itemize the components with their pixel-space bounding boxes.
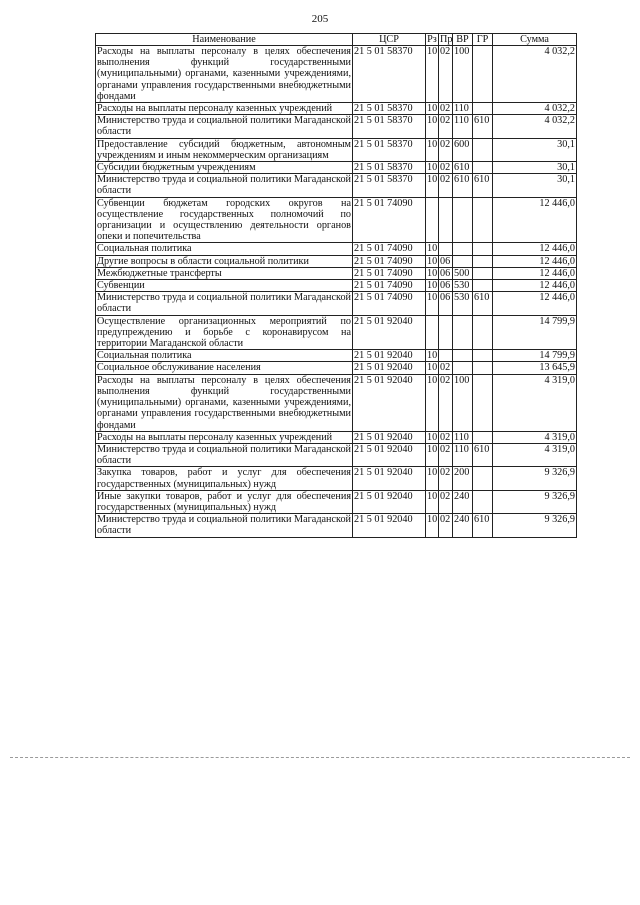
- cell-csr: 21 5 01 58370: [353, 162, 426, 174]
- cell-rz: 10: [426, 174, 439, 197]
- cell-rz: 10: [427, 280, 438, 292]
- cell-vr: 610: [453, 162, 473, 174]
- cell-sum: 12 446,0: [493, 292, 577, 315]
- cell-csr: 21 5 01 74090: [353, 267, 426, 279]
- cell-csr: 21 5 01 92040: [353, 431, 426, 443]
- cell-pr: 02: [439, 46, 453, 103]
- cell-name: Расходы на выплаты персоналу казенных учреждений: [96, 431, 353, 443]
- table-row: [96, 362, 577, 374]
- cell-pr: 02: [439, 162, 453, 174]
- cell-pr: 02: [439, 467, 453, 490]
- header-sum: Сумма: [493, 34, 577, 46]
- cell-gr: [473, 103, 493, 115]
- table-row: [96, 267, 577, 279]
- cell-name: Министерство труда и социальной политики Магаданской области: [97, 292, 351, 315]
- cell-name: Социальная политика: [96, 350, 353, 362]
- cell-sum: 4 032,2: [493, 115, 577, 138]
- cell-name: Предоставление субсидий бюджетным, автономным учреждениям и иным некоммерческим организациям: [97, 138, 351, 161]
- cell-gr: [473, 362, 493, 374]
- cell-csr: 21 5 01 92040: [353, 443, 426, 466]
- table-body: [96, 46, 577, 538]
- cell-gr: [473, 46, 493, 103]
- cell-csr: 21 5 01 74090: [353, 280, 426, 292]
- cell-pr: 02: [439, 490, 453, 513]
- header-name: Наименование: [96, 34, 353, 46]
- cell-rz: 10: [427, 350, 438, 362]
- cell-pr: [439, 197, 453, 243]
- table-row: [96, 350, 577, 362]
- cell-csr: 21 5 01 58370: [353, 138, 426, 161]
- table-row: [96, 315, 577, 350]
- cell-rz: 10: [426, 374, 439, 431]
- cell-csr: 21 5 01 74090: [353, 255, 426, 267]
- table-row: [96, 431, 577, 443]
- cell-sum: 4 032,2: [493, 103, 577, 115]
- table-row: [96, 197, 577, 243]
- cell-pr: 02: [439, 138, 453, 161]
- table-row: [96, 162, 577, 174]
- cell-gr: [473, 162, 493, 174]
- cell-gr: [473, 350, 493, 362]
- cell-vr: [453, 243, 473, 255]
- table-row: [96, 138, 577, 161]
- cell-sum: 9 326,9: [493, 467, 577, 490]
- cell-vr: [453, 350, 473, 362]
- cell-gr: [473, 243, 493, 255]
- table-row: [96, 243, 577, 255]
- cell-pr: 06: [439, 255, 453, 267]
- cell-pr: 02: [439, 174, 453, 197]
- cell-gr: [473, 315, 493, 350]
- cell-vr: [453, 362, 473, 374]
- cell-csr: 21 5 01 58370: [353, 46, 426, 103]
- cell-sum: 13 645,9: [493, 362, 577, 374]
- cell-rz: 10: [426, 514, 439, 537]
- cell-sum: 12 446,0: [493, 280, 577, 292]
- cell-name: Расходы на выплаты персоналу казенных учреждений: [96, 103, 353, 115]
- cell-vr: 240: [453, 514, 473, 537]
- cell-rz: 10: [426, 467, 439, 490]
- cell-rz: 10: [427, 162, 438, 174]
- cell-csr: 21 5 01 92040: [353, 467, 426, 490]
- cell-pr: [439, 350, 453, 362]
- cell-csr: 21 5 01 74090: [353, 197, 426, 243]
- cell-vr: 610: [453, 174, 473, 197]
- cell-pr: 02: [439, 514, 453, 537]
- cell-gr: 610: [473, 292, 493, 315]
- cell-name: Расходы на выплаты персоналу в целях обеспечения выполнения функций государственными (муниципальными) органами, казенными учреждениями, органами управления государственными внебюджетными фондами: [97, 46, 351, 102]
- cell-vr: 240: [453, 490, 473, 513]
- cell-name: Социальная политика: [96, 243, 353, 255]
- cell-name: Социальное обслуживание населения: [96, 362, 353, 374]
- cell-rz: [426, 315, 439, 350]
- cell-csr: 21 5 01 74090: [353, 243, 426, 255]
- cell-name: Субвенции бюджетам городских округов на осуществление государственных полномочий по организации и осуществлению деятельности органов опеки и попечительства: [97, 197, 351, 243]
- cell-vr: 100: [453, 374, 473, 431]
- cell-csr: 21 5 01 92040: [353, 374, 426, 431]
- cell-gr: 610: [473, 174, 493, 197]
- cell-pr: [439, 243, 453, 255]
- cell-name: Министерство труда и социальной политики Магаданской области: [97, 115, 351, 138]
- cell-gr: [473, 280, 493, 292]
- cell-csr: 21 5 01 74090: [353, 292, 426, 315]
- cell-csr: 21 5 01 58370: [353, 115, 426, 138]
- header-csr: ЦСР: [353, 34, 426, 46]
- cell-name: Расходы на выплаты персоналу в целях обеспечения выполнения функций государственными (муниципальными) органами, казенными учреждениями, органами управления государственными внебюджетными фондами: [97, 374, 351, 431]
- table-row: [96, 490, 577, 513]
- cell-sum: 12 446,0: [493, 255, 577, 267]
- cell-name: Министерство труда и социальной политики Магаданской области: [97, 174, 351, 197]
- table-row: [96, 115, 577, 138]
- header-pr: Пр: [440, 34, 453, 45]
- cell-sum: 4 319,0: [493, 374, 577, 431]
- cell-gr: [473, 374, 493, 431]
- cell-vr: [453, 315, 473, 350]
- cell-vr: [453, 255, 473, 267]
- cell-sum: 12 446,0: [493, 267, 577, 279]
- cell-sum: 12 446,0: [493, 197, 577, 243]
- cell-sum: 9 326,9: [493, 490, 577, 513]
- cell-sum: 12 446,0: [493, 243, 577, 255]
- header-rz: Рз: [427, 34, 437, 45]
- cell-sum: 14 799,9: [493, 315, 577, 350]
- table-row: [96, 103, 577, 115]
- cell-csr: 21 5 01 58370: [353, 174, 426, 197]
- cell-pr: 02: [439, 374, 453, 431]
- cell-rz: 10: [427, 431, 438, 443]
- cell-name: Межбюджетные трансферты: [96, 267, 353, 279]
- cell-csr: 21 5 01 92040: [353, 490, 426, 513]
- cell-vr: 110: [453, 115, 473, 138]
- cell-rz: 10: [426, 443, 439, 466]
- cell-csr: 21 5 01 92040: [353, 514, 426, 537]
- cell-vr: 600: [453, 138, 473, 161]
- cell-name: Субсидии бюджетным учреждениям: [96, 162, 353, 174]
- cell-sum: 9 326,9: [493, 514, 577, 537]
- cell-rz: 10: [427, 243, 438, 255]
- cell-vr: 110: [453, 443, 473, 466]
- cell-csr: 21 5 01 58370: [353, 103, 426, 115]
- page-number: 205: [311, 13, 329, 25]
- cell-gr: [473, 431, 493, 443]
- table-row: [96, 374, 577, 431]
- cell-name: Иные закупки товаров, работ и услуг для обеспечения государственных (муниципальных) нужд: [97, 490, 351, 513]
- cell-gr: [473, 255, 493, 267]
- cell-gr: [473, 490, 493, 513]
- table-row: [96, 46, 577, 103]
- cell-rz: 10: [426, 490, 439, 513]
- table-row: [96, 292, 577, 315]
- cell-pr: 02: [439, 115, 453, 138]
- header-gr: ГР: [473, 34, 493, 46]
- cell-vr: 110: [453, 103, 473, 115]
- budget-table: [95, 33, 577, 538]
- cell-csr: 21 5 01 92040: [353, 362, 426, 374]
- table-row: [96, 467, 577, 490]
- cell-sum: 4 032,2: [493, 46, 577, 103]
- cell-pr: 02: [439, 443, 453, 466]
- cell-pr: 02: [439, 362, 453, 374]
- cell-pr: [439, 315, 453, 350]
- cell-sum: 30,1: [493, 162, 577, 174]
- cell-rz: 10: [427, 255, 438, 267]
- cell-vr: 110: [453, 431, 473, 443]
- cell-vr: 530: [453, 280, 473, 292]
- cell-name: Субвенции: [96, 280, 353, 292]
- cell-name: Другие вопросы в области социальной политики: [96, 255, 353, 267]
- table-header-row: [96, 34, 577, 46]
- table-row: [96, 443, 577, 466]
- cell-gr: 610: [473, 514, 493, 537]
- cell-vr: 530: [453, 292, 473, 315]
- cell-pr: 02: [439, 431, 453, 443]
- cell-rz: 10: [426, 115, 439, 138]
- cell-name: Министерство труда и социальной политики Магаданской области: [97, 514, 351, 537]
- cell-gr: [473, 467, 493, 490]
- header-vr: ВР: [453, 34, 473, 46]
- cell-pr: 06: [439, 280, 453, 292]
- cell-pr: 06: [439, 292, 453, 315]
- cell-pr: 06: [439, 267, 453, 279]
- cell-sum: 30,1: [493, 174, 577, 197]
- cell-sum: 14 799,9: [493, 350, 577, 362]
- cell-sum: 4 319,0: [493, 431, 577, 443]
- table-row: [96, 280, 577, 292]
- cell-rz: 10: [426, 292, 439, 315]
- cell-gr: [473, 267, 493, 279]
- cell-name: Министерство труда и социальной политики Магаданской области: [97, 443, 351, 467]
- cell-sum: 30,1: [493, 138, 577, 161]
- cell-vr: 100: [453, 46, 473, 103]
- cell-name: Закупка товаров, работ и услуг для обеспечения государственных (муниципальных) нужд: [97, 467, 351, 490]
- cell-gr: [473, 197, 493, 243]
- cell-vr: [453, 197, 473, 243]
- cell-csr: 21 5 01 92040: [353, 350, 426, 362]
- cell-gr: [473, 138, 493, 161]
- cell-rz: 10: [427, 267, 438, 279]
- cell-gr: 610: [473, 443, 493, 466]
- cell-gr: 610: [473, 115, 493, 138]
- cell-rz: 10: [426, 138, 439, 161]
- cell-rz: 10: [427, 362, 438, 374]
- cell-sum: 4 319,0: [493, 443, 577, 466]
- footer-divider: [10, 757, 630, 758]
- cell-name: Осуществление организационных мероприятий по предупреждению и борьбе с коронавирусом на территории Магаданской области: [97, 315, 351, 350]
- table-row: [96, 174, 577, 197]
- cell-rz: 10: [426, 46, 439, 103]
- table-row: [96, 514, 577, 537]
- cell-pr: 02: [439, 103, 453, 115]
- cell-vr: 200: [453, 467, 473, 490]
- cell-rz: [426, 197, 439, 243]
- cell-csr: 21 5 01 92040: [353, 315, 426, 350]
- cell-vr: 500: [453, 267, 473, 279]
- table-row: [96, 255, 577, 267]
- cell-rz: 10: [427, 103, 438, 115]
